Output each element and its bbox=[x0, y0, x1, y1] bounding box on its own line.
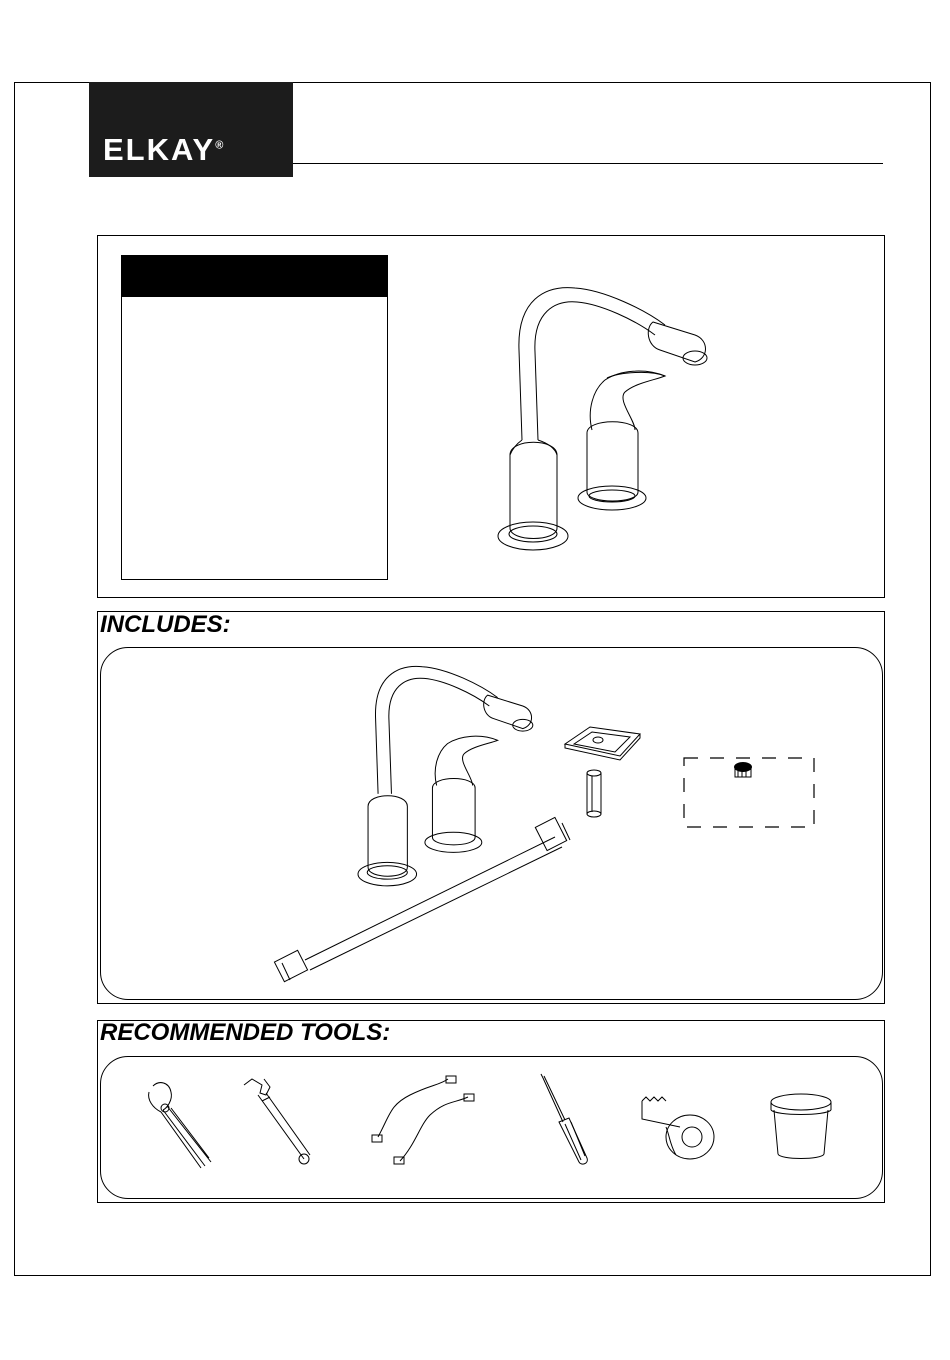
elkay-logo bbox=[89, 82, 293, 177]
supply-hose-icon bbox=[270, 815, 590, 985]
plumbers-putty-icon bbox=[768, 1092, 834, 1162]
screwdriver-icon bbox=[535, 1072, 595, 1167]
info-panel bbox=[121, 255, 388, 580]
faucet-illustration bbox=[495, 280, 715, 555]
spacer-sleeve-icon bbox=[584, 768, 604, 820]
adjustable-wrench-icon bbox=[240, 1075, 312, 1167]
aerator-icon bbox=[683, 757, 815, 828]
supply-lines-icon bbox=[370, 1075, 475, 1167]
pliers-icon bbox=[145, 1078, 215, 1170]
logo-text: ELKAY® bbox=[103, 132, 226, 167]
mounting-bracket-icon bbox=[560, 722, 645, 762]
info-panel-header-bar bbox=[122, 256, 387, 297]
includes-title: INCLUDES: bbox=[100, 611, 231, 638]
tools-title: RECOMMENDED TOOLS: bbox=[100, 1019, 391, 1046]
tape-icon bbox=[640, 1097, 720, 1162]
header-rule bbox=[293, 163, 883, 164]
tools-panel bbox=[100, 1056, 883, 1199]
